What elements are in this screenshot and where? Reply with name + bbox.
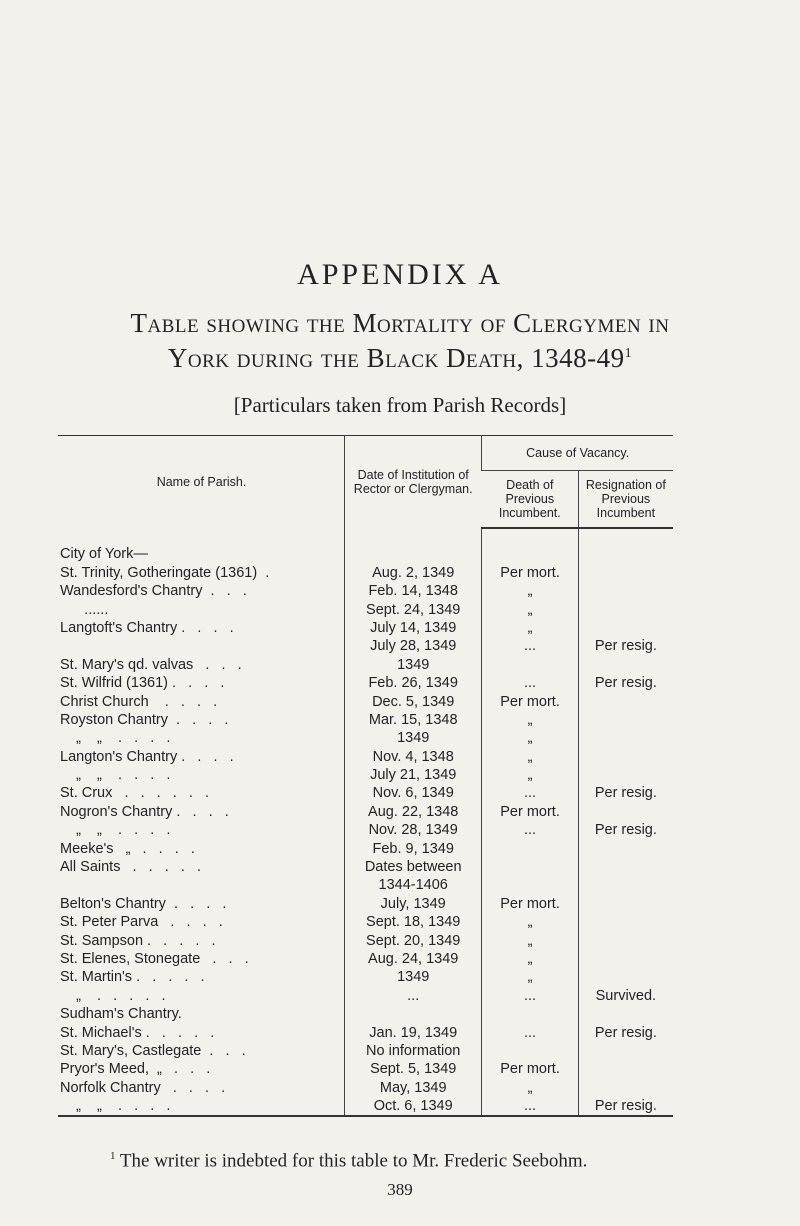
resignation-cause-cell: Per resig. — [578, 1097, 673, 1116]
footnote-number: 1 — [110, 1150, 116, 1162]
resignation-cause-cell — [578, 1042, 673, 1060]
parish-name-cell: „ „ . . . . — [60, 730, 171, 747]
resignation-cause-cell — [578, 913, 673, 931]
header-date-of-institution: Date of Institution of Rector or Clergyman. — [345, 436, 482, 529]
parish-name-cell: Langtoft's Chantry . . . . — [60, 619, 234, 636]
death-cause-cell: ... — [482, 637, 578, 655]
table-row — [58, 747, 673, 765]
death-cause-cell: „ — [482, 913, 578, 931]
table-row — [58, 692, 673, 710]
table-row — [58, 950, 673, 968]
resignation-cause-cell — [578, 1060, 673, 1078]
institution-date-cell: 1344-1406 — [345, 876, 482, 894]
institution-date-cell: Sept. 24, 1349 — [345, 600, 482, 618]
table-row — [58, 858, 673, 876]
resignation-cause-cell — [578, 747, 673, 765]
institution-date-cell: July, 1349 — [345, 894, 482, 912]
parish-name-cell: „ . . . . . — [60, 987, 166, 1004]
table-row — [58, 894, 673, 912]
table-row — [58, 931, 673, 949]
table-row — [58, 545, 673, 563]
resignation-cause-cell — [578, 711, 673, 729]
death-cause-cell: ... — [482, 1023, 578, 1041]
resignation-cause-cell — [578, 563, 673, 581]
table-row — [58, 968, 673, 986]
table-row — [58, 1078, 673, 1096]
death-cause-cell: ... — [482, 1097, 578, 1116]
header-resignation: Resignation of Previous Incumbent — [578, 471, 673, 529]
resignation-cause-cell — [578, 931, 673, 949]
table-row — [58, 655, 673, 673]
death-cause-cell: „ — [482, 747, 578, 765]
footnote-marker: 1 — [624, 346, 633, 361]
death-cause-cell: „ — [482, 582, 578, 600]
parish-name-cell: St. Peter Parva . . . . — [60, 914, 223, 931]
resignation-cause-cell — [578, 582, 673, 600]
table-row — [58, 1097, 673, 1116]
institution-date-cell: 1349 — [345, 968, 482, 986]
table-row — [58, 600, 673, 618]
resignation-cause-cell — [578, 968, 673, 986]
resignation-cause-cell — [578, 729, 673, 747]
institution-date-cell: July 28, 1349 — [345, 637, 482, 655]
parish-name-cell: Nogron's Chantry . . . . — [60, 803, 229, 820]
parish-name-cell — [58, 876, 345, 894]
header-death: Death of Previous Incumbent. — [482, 471, 578, 529]
mortality-table — [58, 435, 673, 1117]
spacer-row — [58, 528, 673, 545]
institution-date-cell: 1349 — [345, 729, 482, 747]
death-cause-cell — [482, 1042, 578, 1060]
death-cause-cell: „ — [482, 766, 578, 784]
resignation-cause-cell — [578, 950, 673, 968]
death-cause-cell: „ — [482, 600, 578, 618]
resignation-cause-cell: Survived. — [578, 986, 673, 1004]
death-cause-cell: „ — [482, 1078, 578, 1096]
death-cause-cell — [482, 1005, 578, 1023]
table-row — [58, 802, 673, 820]
appendix-title: APPENDIX A — [297, 258, 503, 291]
page-number: 389 — [387, 1180, 413, 1199]
table-row — [58, 1060, 673, 1078]
table-heading-line-1 — [0, 308, 800, 339]
table-row — [58, 729, 673, 747]
institution-date-cell: Dec. 5, 1349 — [345, 692, 482, 710]
table-body — [58, 528, 673, 1116]
death-cause-cell — [482, 876, 578, 894]
table-row — [58, 637, 673, 655]
institution-date-cell: Aug. 22, 1348 — [345, 802, 482, 820]
death-cause-cell — [482, 858, 578, 876]
parish-name-cell: Meeke's „ . . . . — [60, 840, 195, 857]
particulars-note: [Particulars taken from Parish Records] — [233, 393, 567, 417]
resignation-cause-cell — [578, 1078, 673, 1096]
parish-name-cell: St. Crux . . . . . . — [60, 785, 210, 802]
parish-name-cell: City of York— — [60, 546, 148, 563]
table-row — [58, 913, 673, 931]
resignation-cause-cell — [578, 858, 673, 876]
parish-name-cell: St. Sampson . . . . . — [60, 932, 216, 949]
parish-name-cell: St. Wilfrid (1361) . . . . — [60, 675, 225, 692]
heading-text-1: Table showing the Mortality of Clergymen in — [130, 308, 670, 338]
death-cause-cell: „ — [482, 619, 578, 637]
footnote — [110, 1150, 587, 1172]
table-row — [58, 1005, 673, 1023]
resignation-cause-cell: Per resig. — [578, 637, 673, 655]
parish-name-cell: Christ Church . . . . — [60, 693, 218, 710]
institution-date-cell: Nov. 28, 1349 — [345, 821, 482, 839]
institution-date-cell: Sept. 5, 1349 — [345, 1060, 482, 1078]
death-cause-cell: ... — [482, 784, 578, 802]
table-heading-line-2 — [0, 343, 800, 374]
resignation-cause-cell — [578, 545, 673, 563]
institution-date-cell: Sept. 18, 1349 — [345, 913, 482, 931]
institution-date-cell: July 21, 1349 — [345, 766, 482, 784]
death-cause-cell: ... — [482, 986, 578, 1004]
resignation-cause-cell — [578, 692, 673, 710]
table-row — [58, 821, 673, 839]
resignation-cause-cell — [578, 876, 673, 894]
parish-name-cell: St. Mary's qd. valvas . . . — [60, 656, 242, 673]
footnote-text: The writer is indebted for this table to Mr. Frederic Seebohm. — [119, 1150, 588, 1172]
institution-date-cell: Mar. 15, 1348 — [345, 711, 482, 729]
table-row — [58, 1042, 673, 1060]
institution-date-cell: Sept. 20, 1349 — [345, 931, 482, 949]
table-row — [58, 986, 673, 1004]
table-row — [58, 582, 673, 600]
parish-name-cell — [58, 637, 345, 655]
parish-name-cell: All Saints . . . . . — [60, 859, 202, 876]
table-row — [58, 784, 673, 802]
table-row — [58, 766, 673, 784]
institution-date-cell: Nov. 4, 1348 — [345, 747, 482, 765]
resignation-cause-cell — [578, 766, 673, 784]
death-cause-cell: „ — [482, 711, 578, 729]
header-name-of-parish: Name of Parish. — [156, 475, 247, 489]
death-cause-cell — [482, 839, 578, 857]
institution-date-cell: Feb. 14, 1348 — [345, 582, 482, 600]
table-row — [58, 839, 673, 857]
parish-name-cell: St. Elenes, Stonegate . . . — [60, 950, 249, 967]
institution-date-cell — [345, 1005, 482, 1023]
parish-name-cell: Langton's Chantry . . . . — [60, 748, 234, 765]
death-cause-cell — [482, 655, 578, 673]
institution-date-cell: May, 1349 — [345, 1078, 482, 1096]
parish-name-cell: Belton's Chantry . . . . — [60, 895, 227, 912]
resignation-cause-cell — [578, 655, 673, 673]
institution-date-cell: Nov. 6, 1349 — [345, 784, 482, 802]
death-cause-cell: Per mort. — [482, 692, 578, 710]
resignation-cause-cell — [578, 894, 673, 912]
parish-name-cell: St. Michael's . . . . . — [60, 1024, 215, 1041]
table-row — [58, 711, 673, 729]
parish-name-cell: Sudham's Chantry. — [60, 1006, 182, 1023]
death-cause-cell: „ — [482, 968, 578, 986]
institution-date-cell — [345, 545, 482, 563]
resignation-cause-cell: Per resig. — [578, 821, 673, 839]
death-cause-cell: „ — [482, 931, 578, 949]
death-cause-cell: Per mort. — [482, 1060, 578, 1078]
table-row — [58, 876, 673, 894]
death-cause-cell: Per mort. — [482, 894, 578, 912]
parish-name-cell: „ „ . . . . — [60, 822, 171, 839]
parish-name-cell: „ „ . . . . — [60, 767, 171, 784]
death-cause-cell: ... — [482, 674, 578, 692]
parish-name-cell: Norfolk Chantry . . . . — [60, 1079, 226, 1096]
institution-date-cell: July 14, 1349 — [345, 619, 482, 637]
resignation-cause-cell — [578, 839, 673, 857]
institution-date-cell: Dates between — [345, 858, 482, 876]
death-cause-cell: „ — [482, 729, 578, 747]
death-cause-cell: „ — [482, 950, 578, 968]
institution-date-cell: Feb. 26, 1349 — [345, 674, 482, 692]
institution-date-cell: Aug. 24, 1349 — [345, 950, 482, 968]
parish-name-cell: Royston Chantry . . . . — [60, 711, 229, 728]
institution-date-cell: Feb. 9, 1349 — [345, 839, 482, 857]
table-row — [58, 1023, 673, 1041]
institution-date-cell: No information — [345, 1042, 482, 1060]
table-row — [58, 563, 673, 581]
resignation-cause-cell: Per resig. — [578, 674, 673, 692]
resignation-cause-cell — [578, 802, 673, 820]
parish-name-cell: ...... — [60, 601, 109, 618]
death-cause-cell: ... — [482, 821, 578, 839]
header-cause-of-vacancy: Cause of Vacancy. — [482, 436, 673, 471]
institution-date-cell: 1349 — [345, 655, 482, 673]
death-cause-cell: Per mort. — [482, 802, 578, 820]
table-row — [58, 619, 673, 637]
institution-date-cell: ... — [345, 986, 482, 1004]
parish-name-cell: St. Trinity, Gotheringate (1361) . — [60, 564, 270, 581]
parish-name-cell: „ „ . . . . — [60, 1098, 171, 1115]
institution-date-cell: Jan. 19, 1349 — [345, 1023, 482, 1041]
parish-name-cell: Pryor's Meed, „ . . . — [60, 1061, 211, 1078]
parish-name-cell: St. Mary's, Castlegate . . . — [60, 1042, 246, 1059]
resignation-cause-cell — [578, 1005, 673, 1023]
institution-date-cell: Oct. 6, 1349 — [345, 1097, 482, 1116]
death-cause-cell — [482, 545, 578, 563]
parish-name-cell: St. Martin's . . . . . — [60, 969, 205, 986]
resignation-cause-cell: Per resig. — [578, 1023, 673, 1041]
heading-text-2: York during the Black Death, 1348-49 — [167, 343, 625, 373]
resignation-cause-cell — [578, 600, 673, 618]
parish-name-cell: Wandesford's Chantry . . . — [60, 583, 247, 600]
resignation-cause-cell: Per resig. — [578, 784, 673, 802]
death-cause-cell: Per mort. — [482, 563, 578, 581]
resignation-cause-cell — [578, 619, 673, 637]
table-row — [58, 674, 673, 692]
institution-date-cell: Aug. 2, 1349 — [345, 563, 482, 581]
